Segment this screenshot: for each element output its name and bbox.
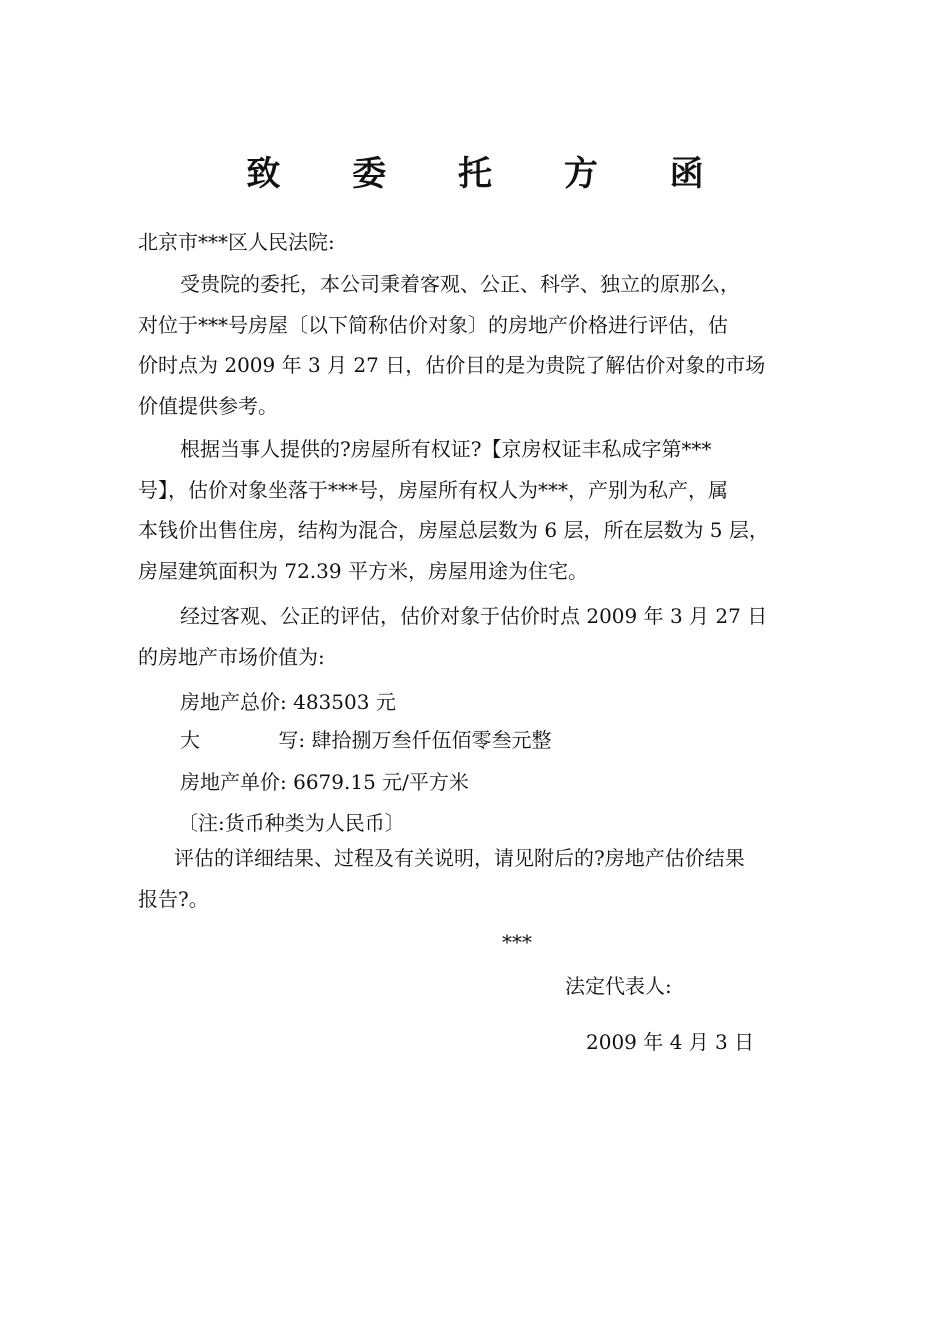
- total-price-row: [180, 686, 396, 715]
- unit-price-value: 6679.15 元/平方米: [293, 770, 469, 794]
- paragraph-report-reference: [138, 838, 822, 919]
- unit-price-row: [180, 766, 469, 795]
- company-name: ***: [502, 930, 532, 954]
- recipient: 北京市***区人民法院:: [138, 230, 335, 254]
- paragraph-line: 根据当事人提供的?房屋所有权证?【京房权证丰私成字第***: [180, 437, 712, 461]
- paragraph-valuation: [138, 596, 822, 677]
- paragraph-line: 对位于***号房屋〔以下简称估价对象〕的房地产价格进行评估，估: [138, 312, 728, 337]
- amount-in-words-label-1: 大: [180, 728, 200, 752]
- total-price-value: 483503 元: [293, 690, 396, 714]
- paragraph-line: 房屋建筑面积为 72.39 平方米，房屋用途为住宅。: [138, 558, 588, 583]
- legal-representative: 法定代表人:: [565, 974, 672, 998]
- amount-in-words-label-2: 写:: [278, 728, 306, 752]
- total-price-label: 房地产总价:: [180, 690, 287, 714]
- signature-date: 2009 年 4 月 3 日: [586, 1030, 755, 1054]
- paragraph-line: 评估的详细结果、过程及有关说明，请见附后的?房地产估价结果: [174, 846, 745, 870]
- amount-in-words-value: 肆拾捌万叁仟伍佰零叁元整: [311, 728, 552, 752]
- paragraph-commission: [138, 264, 822, 426]
- paragraph-line: 的房地产市场价值为:: [138, 644, 325, 669]
- currency-note: 〔注:货币种类为人民币〕: [178, 811, 405, 835]
- paragraph-line: 报告?。: [138, 886, 209, 911]
- page-title: 致 委 托 方 函: [246, 154, 734, 194]
- paragraph-property-info: [138, 429, 822, 591]
- paragraph-line: 本钱价出售住房，结构为混合，房屋总层数为 6 层，所在层数为 5 层，: [138, 518, 769, 543]
- paragraph-line: 受贵院的委托，本公司秉着客观、公正、科学、独立的原那么，: [180, 272, 740, 296]
- paragraph-line: 价时点为 2009 年 3 月 27 日，估价目的是为贵院了解估价对象的市场: [138, 353, 766, 378]
- paragraph-line: 号】，估价对象坐落于***号，房屋所有权人为***，产别为私产，属: [138, 477, 728, 502]
- paragraph-line: 经过客观、公正的评估，估价对象于估价时点 2009 年 3 月 27 日: [180, 604, 768, 628]
- paragraph-line: 价值提供参考。: [138, 393, 278, 418]
- unit-price-label: 房地产单价:: [180, 770, 287, 794]
- amount-in-words-row: [180, 724, 551, 753]
